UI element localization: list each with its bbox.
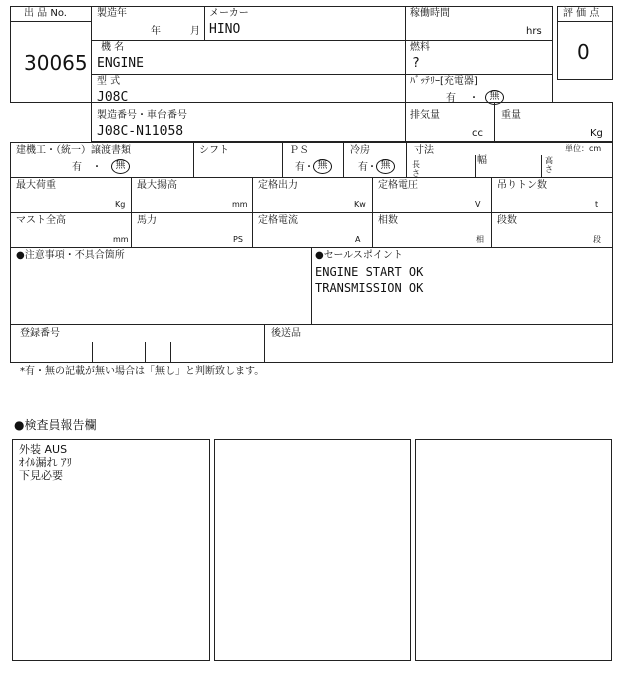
type-label: 型 式 [97,76,121,87]
accessories-label: 後送品 [271,328,301,339]
width-label: 幅 [477,155,487,166]
max-load-unit: Kg [115,200,126,209]
length-label: 長さ [412,160,420,178]
transfer-no-circled: 無 [111,159,130,174]
year-label: 製造年 [97,8,127,19]
serial-label: 製造番号・車台番号 [97,110,187,121]
serial-value: J08C-N11058 [97,124,184,139]
rated-output-label: 定格出力 [258,180,298,191]
weight-label: 重量 [501,110,521,121]
transfer-separator: ・ [92,162,102,173]
cooler-no-circled: 無 [376,159,395,174]
year-unit: 年 [151,26,161,37]
stages-label: 段数 [497,215,517,226]
inspector-box-2 [214,439,411,661]
rating-value: 0 [577,40,590,64]
type-value: J08C [97,90,129,105]
sales-line-1: ENGINE START OK [315,265,424,279]
ps-label: ＰＳ [289,145,309,156]
phase-unit: 相 [476,235,484,244]
maker-label: メーカー [209,8,249,19]
max-lift-label: 最大揚高 [137,180,177,191]
registration-label: 登録番号 [20,328,60,339]
rated-current-unit: A [355,235,361,244]
hours-unit: hrs [526,26,542,37]
maker-value: HINO [209,22,241,37]
max-load-label: 最大荷重 [16,180,56,191]
weight-unit: Kg [590,128,603,139]
fuel-label: 燃料 [410,42,430,53]
lot-no-label: 出 品 No. [24,8,67,19]
dims-label: 寸法 [414,145,434,156]
cooler-separator: ・ [367,162,377,173]
transfer-yes: 有 [72,162,82,173]
rating-label: 評 価 点 [563,8,600,19]
mast-height-unit: mm [113,235,129,244]
battery-yes: 有 [446,93,456,104]
sales-label: ●セールスポイント [315,250,403,261]
inspector-line-3: 下見必要 [19,469,63,482]
model-name-label: 機 名 [101,42,125,53]
ps-yes: 有 [295,162,305,173]
shift-label: シフト [199,145,229,156]
ps-no-circled: 無 [313,159,332,174]
registration-row [10,324,613,363]
horsepower-label: 馬力 [137,215,157,226]
model-name-value: ENGINE [97,56,144,71]
battery-no-circled: 無 [485,90,504,105]
inspector-title: ●検査員報告欄 [14,418,97,432]
rated-voltage-unit: V [475,200,481,209]
transfer-doc-label: 建機工・（統一）譲渡書類 [16,145,131,156]
displacement-label: 排気量 [410,110,440,121]
mast-height-label: マスト全高 [16,215,66,226]
stages-unit: 段 [593,235,601,244]
max-lift-unit: mm [232,200,248,209]
horsepower-unit: PS [233,235,243,244]
main-grid-top [91,6,553,103]
sales-line-2: TRANSMISSION OK [315,281,424,295]
lift-ton-unit: t [595,200,599,209]
ps-separator: ・ [304,162,314,173]
hours-label: 稼働時間 [410,8,450,19]
inspector-line-2: ｵｲﾙ漏れ ｱﾘ [19,456,72,469]
phase-label: 相数 [378,215,398,226]
battery-separator: ・ [469,93,479,104]
lift-ton-label: 吊りトン数 [497,180,547,191]
rated-voltage-label: 定格電圧 [378,180,418,191]
rated-output-unit: Kw [354,200,366,209]
lot-no-value: 30065 [24,51,88,75]
caution-label: ●注意事項・不具合箇所 [16,250,125,261]
battery-label: ﾊﾞｯﾃﾘｰ[充電器] [410,76,478,87]
fuel-value: ? [412,56,420,71]
height-label: 高さ [545,156,553,174]
inspector-box-3 [415,439,612,661]
month-unit: 月 [190,26,200,37]
dims-unit: 単位：cm [565,144,602,153]
inspector-line-1: 外装 AUS [19,443,68,456]
specs-grid [10,142,613,248]
cooler-yes: 有 [358,162,368,173]
cooler-label: 冷房 [350,145,370,156]
footnote: *有・無の記載が無い場合は「無し」と判断致します。 [20,366,265,377]
displacement-unit: cc [472,128,483,139]
rated-current-label: 定格電流 [258,215,298,226]
